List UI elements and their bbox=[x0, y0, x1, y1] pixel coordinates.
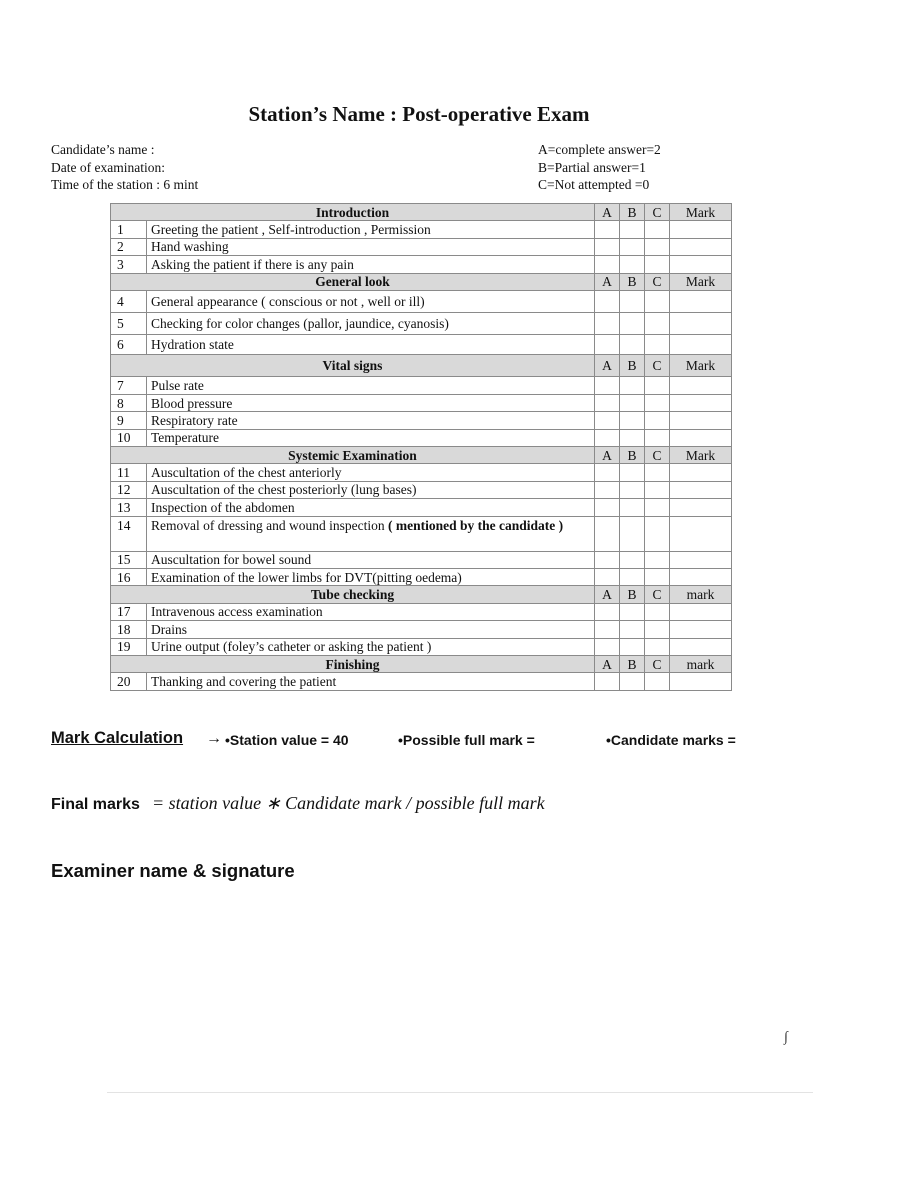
final-marks-formula bbox=[51, 793, 545, 814]
item-description bbox=[147, 256, 595, 273]
table-row bbox=[111, 464, 732, 481]
item-text: Inspection of the abdomen bbox=[151, 499, 295, 515]
item-description bbox=[147, 481, 595, 498]
item-text: Asking the patient if there is any pain bbox=[151, 256, 354, 272]
mark-cell bbox=[670, 429, 732, 446]
score-cell-a bbox=[595, 464, 620, 481]
table-row bbox=[111, 238, 732, 255]
item-text: General appearance ( conscious or not , well or ill) bbox=[151, 293, 425, 309]
page-title: Station’s Name : Post-operative Exam bbox=[248, 102, 590, 126]
item-description bbox=[147, 464, 595, 481]
station-value: •Station value = 40 bbox=[225, 732, 349, 748]
table-row bbox=[111, 290, 732, 312]
score-cell-b bbox=[620, 256, 645, 273]
score-cell-a bbox=[595, 290, 620, 312]
item-emphasis-text: ( mentioned by the candidate ) bbox=[387, 517, 564, 533]
item-number: 19 bbox=[111, 638, 147, 655]
mark-cell bbox=[670, 603, 732, 620]
mark-cell bbox=[670, 551, 732, 568]
item-number: 9 bbox=[111, 412, 147, 429]
item-number: 18 bbox=[111, 621, 147, 638]
mark-column-header: Mark bbox=[670, 204, 732, 221]
mark-column-header: mark bbox=[670, 655, 732, 672]
item-text: Removal of dressing and wound inspection bbox=[151, 517, 388, 533]
score-cell-c bbox=[645, 290, 670, 312]
table-row bbox=[111, 334, 732, 355]
section-title: Vital signs bbox=[111, 355, 595, 377]
score-cell-c bbox=[645, 516, 670, 551]
score-cell-a bbox=[595, 256, 620, 273]
score-cell-a bbox=[595, 377, 620, 394]
score-cell-b bbox=[620, 673, 645, 690]
mark-column-header: Mark bbox=[670, 447, 732, 464]
score-cell-c bbox=[645, 568, 670, 585]
grading-key-b: B=Partial answer=1 bbox=[538, 159, 646, 175]
score-cell-c bbox=[645, 312, 670, 334]
table-row bbox=[111, 429, 732, 446]
score-cell-b bbox=[620, 290, 645, 312]
item-description bbox=[147, 516, 595, 551]
score-cell-b bbox=[620, 464, 645, 481]
table-row bbox=[111, 603, 732, 620]
section-header bbox=[111, 586, 732, 603]
item-description bbox=[147, 377, 595, 394]
grading-key bbox=[538, 141, 661, 194]
score-cell-b bbox=[620, 603, 645, 620]
item-description bbox=[147, 334, 595, 355]
score-cell-c bbox=[645, 481, 670, 498]
score-cell-b bbox=[620, 551, 645, 568]
score-cell-b bbox=[620, 481, 645, 498]
mark-cell bbox=[670, 499, 732, 516]
column-a-header: A bbox=[595, 204, 620, 221]
item-text: Intravenous access examination bbox=[151, 604, 323, 620]
item-description bbox=[147, 499, 595, 516]
column-a-header: A bbox=[595, 586, 620, 603]
mark-cell bbox=[670, 312, 732, 334]
score-cell-c bbox=[645, 221, 670, 238]
item-text: Thanking and covering the patient bbox=[151, 674, 337, 689]
item-text: Blood pressure bbox=[151, 395, 233, 411]
score-cell-c bbox=[645, 256, 670, 273]
section-title: Introduction bbox=[111, 204, 595, 221]
score-cell-b bbox=[620, 334, 645, 355]
table-row bbox=[111, 673, 732, 690]
possible-full-mark: •Possible full mark = bbox=[398, 732, 535, 748]
exam-date-label: Date of examination: bbox=[51, 159, 165, 175]
score-cell-c bbox=[645, 334, 670, 355]
item-text: Hand washing bbox=[151, 239, 229, 255]
score-cell-a bbox=[595, 499, 620, 516]
score-cell-c bbox=[645, 377, 670, 394]
score-cell-b bbox=[620, 312, 645, 334]
score-cell-a bbox=[595, 568, 620, 585]
candidate-marks: •Candidate marks = bbox=[606, 732, 736, 748]
final-marks-label: Final marks bbox=[51, 796, 140, 813]
item-description bbox=[147, 551, 595, 568]
section-header bbox=[111, 355, 732, 377]
item-text: Checking for color changes (pallor, jaundice, cyanosis) bbox=[151, 315, 449, 331]
column-b-header: B bbox=[620, 447, 645, 464]
item-number: 4 bbox=[111, 290, 147, 312]
table-row bbox=[111, 621, 732, 638]
score-cell-c bbox=[645, 464, 670, 481]
column-b-header: B bbox=[620, 586, 645, 603]
score-cell-a bbox=[595, 312, 620, 334]
score-cell-a bbox=[595, 673, 620, 690]
station-time-label: Time of the station : 6 mint bbox=[51, 177, 199, 192]
arrow-icon: → bbox=[206, 730, 222, 747]
mark-calculation bbox=[51, 729, 811, 753]
item-text: Urine output (foley’s catheter or asking the patient ) bbox=[151, 639, 432, 655]
score-cell-c bbox=[645, 429, 670, 446]
score-cell-b bbox=[620, 516, 645, 551]
score-cell-b bbox=[620, 394, 645, 411]
mark-cell bbox=[670, 412, 732, 429]
column-b-header: B bbox=[620, 655, 645, 672]
item-number: 13 bbox=[111, 499, 147, 516]
mark-cell bbox=[670, 568, 732, 585]
mark-column-header: mark bbox=[670, 586, 732, 603]
score-cell-c bbox=[645, 499, 670, 516]
table-row bbox=[111, 312, 732, 334]
section-header bbox=[111, 655, 732, 672]
column-a-header: A bbox=[595, 355, 620, 377]
item-description bbox=[147, 312, 595, 334]
mark-cell bbox=[670, 638, 732, 655]
mark-cell bbox=[670, 238, 732, 255]
candidate-info bbox=[51, 141, 198, 194]
column-c-header: C bbox=[645, 655, 670, 672]
item-description bbox=[147, 673, 595, 690]
item-description bbox=[147, 603, 595, 620]
item-text: Auscultation of the chest posteriorly (lung bases) bbox=[151, 482, 417, 498]
footer-divider bbox=[107, 1092, 813, 1093]
item-number: 20 bbox=[111, 673, 147, 690]
item-number: 14 bbox=[111, 516, 147, 551]
column-a-header: A bbox=[595, 655, 620, 672]
item-description bbox=[147, 638, 595, 655]
item-text: Pulse rate bbox=[151, 378, 204, 394]
table-row bbox=[111, 377, 732, 394]
score-cell-c bbox=[645, 638, 670, 655]
score-cell-a bbox=[595, 334, 620, 355]
column-c-header: C bbox=[645, 273, 670, 290]
item-text: Drains bbox=[151, 621, 187, 637]
column-b-header: B bbox=[620, 355, 645, 377]
table-row bbox=[111, 551, 732, 568]
item-description bbox=[147, 621, 595, 638]
final-marks-equation: = station value ∗ Candidate mark / possible full mark bbox=[151, 793, 545, 813]
item-number: 10 bbox=[111, 429, 147, 446]
table-row bbox=[111, 499, 732, 516]
mark-column-header: Mark bbox=[670, 273, 732, 290]
item-text: Greeting the patient , Self-introduction , Permission bbox=[151, 222, 431, 238]
item-text: Respiratory rate bbox=[151, 412, 238, 428]
score-cell-c bbox=[645, 603, 670, 620]
item-number: 12 bbox=[111, 481, 147, 498]
mark-cell bbox=[670, 464, 732, 481]
score-cell-b bbox=[620, 221, 645, 238]
item-text: Auscultation for bowel sound bbox=[151, 552, 312, 568]
score-cell-b bbox=[620, 377, 645, 394]
item-number: 3 bbox=[111, 256, 147, 273]
score-cell-a bbox=[595, 516, 620, 551]
mark-cell bbox=[670, 481, 732, 498]
score-cell-a bbox=[595, 394, 620, 411]
score-cell-b bbox=[620, 429, 645, 446]
item-text: Temperature bbox=[151, 430, 220, 446]
section-title: Systemic Examination bbox=[111, 447, 595, 464]
table-row bbox=[111, 516, 732, 551]
mark-column-header: Mark bbox=[670, 355, 732, 377]
column-c-header: C bbox=[645, 204, 670, 221]
item-text: Auscultation of the chest anteriorly bbox=[151, 465, 342, 481]
mark-calculation-label: Mark Calculation bbox=[51, 729, 184, 747]
score-cell-a bbox=[595, 412, 620, 429]
item-number: 7 bbox=[111, 377, 147, 394]
item-number: 6 bbox=[111, 334, 147, 355]
section-header bbox=[111, 447, 732, 464]
item-number: 1 bbox=[111, 221, 147, 238]
column-a-header: A bbox=[595, 273, 620, 290]
score-cell-a bbox=[595, 221, 620, 238]
footer-symbol: ∫ bbox=[784, 1030, 788, 1045]
mark-cell bbox=[670, 516, 732, 551]
grading-key-a: A=complete answer=2 bbox=[538, 142, 661, 157]
candidate-name-label: Candidate’s name : bbox=[51, 142, 155, 157]
table-row bbox=[111, 256, 732, 273]
item-number: 11 bbox=[111, 464, 147, 481]
column-c-header: C bbox=[645, 355, 670, 377]
item-description bbox=[147, 290, 595, 312]
score-cell-b bbox=[620, 568, 645, 585]
score-cell-a bbox=[595, 551, 620, 568]
score-cell-a bbox=[595, 481, 620, 498]
section-header bbox=[111, 204, 732, 221]
column-b-header: B bbox=[620, 204, 645, 221]
score-cell-a bbox=[595, 638, 620, 655]
checklist-table bbox=[110, 203, 732, 691]
mark-cell bbox=[670, 377, 732, 394]
score-cell-c bbox=[645, 673, 670, 690]
item-description bbox=[147, 568, 595, 585]
score-cell-a bbox=[595, 238, 620, 255]
item-description bbox=[147, 394, 595, 411]
mark-cell bbox=[670, 673, 732, 690]
item-number: 16 bbox=[111, 568, 147, 585]
checklist-body bbox=[111, 204, 732, 691]
score-cell-c bbox=[645, 238, 670, 255]
item-text: Hydration state bbox=[151, 337, 234, 353]
score-cell-b bbox=[620, 638, 645, 655]
score-cell-c bbox=[645, 551, 670, 568]
table-row bbox=[111, 221, 732, 238]
section-header bbox=[111, 273, 732, 290]
item-description bbox=[147, 429, 595, 446]
item-number: 2 bbox=[111, 238, 147, 255]
item-number: 5 bbox=[111, 312, 147, 334]
mark-cell bbox=[670, 221, 732, 238]
mark-cell bbox=[670, 394, 732, 411]
item-number: 8 bbox=[111, 394, 147, 411]
score-cell-a bbox=[595, 621, 620, 638]
score-cell-c bbox=[645, 394, 670, 411]
mark-cell bbox=[670, 256, 732, 273]
examiner-signature-label: Examiner name & signature bbox=[51, 860, 295, 881]
section-title: Finishing bbox=[111, 655, 595, 672]
column-c-header: C bbox=[645, 447, 670, 464]
score-cell-b bbox=[620, 499, 645, 516]
mark-cell bbox=[670, 621, 732, 638]
column-a-header: A bbox=[595, 447, 620, 464]
table-row bbox=[111, 412, 732, 429]
table-row bbox=[111, 638, 732, 655]
score-cell-c bbox=[645, 412, 670, 429]
score-cell-c bbox=[645, 621, 670, 638]
item-text: Examination of the lower limbs for DVT(pitting oedema) bbox=[151, 569, 462, 585]
item-description bbox=[147, 238, 595, 255]
section-title: General look bbox=[111, 273, 595, 290]
score-cell-b bbox=[620, 621, 645, 638]
section-title: Tube checking bbox=[111, 586, 595, 603]
column-b-header: B bbox=[620, 273, 645, 290]
table-row bbox=[111, 394, 732, 411]
table-row bbox=[111, 481, 732, 498]
score-cell-a bbox=[595, 429, 620, 446]
score-cell-b bbox=[620, 238, 645, 255]
item-description bbox=[147, 221, 595, 238]
item-number: 15 bbox=[111, 551, 147, 568]
item-description bbox=[147, 412, 595, 429]
score-cell-a bbox=[595, 603, 620, 620]
column-c-header: C bbox=[645, 586, 670, 603]
item-number: 17 bbox=[111, 603, 147, 620]
table-row bbox=[111, 568, 732, 585]
mark-cell bbox=[670, 290, 732, 312]
grading-key-c: C=Not attempted =0 bbox=[538, 177, 650, 192]
mark-cell bbox=[670, 334, 732, 355]
score-cell-b bbox=[620, 412, 645, 429]
